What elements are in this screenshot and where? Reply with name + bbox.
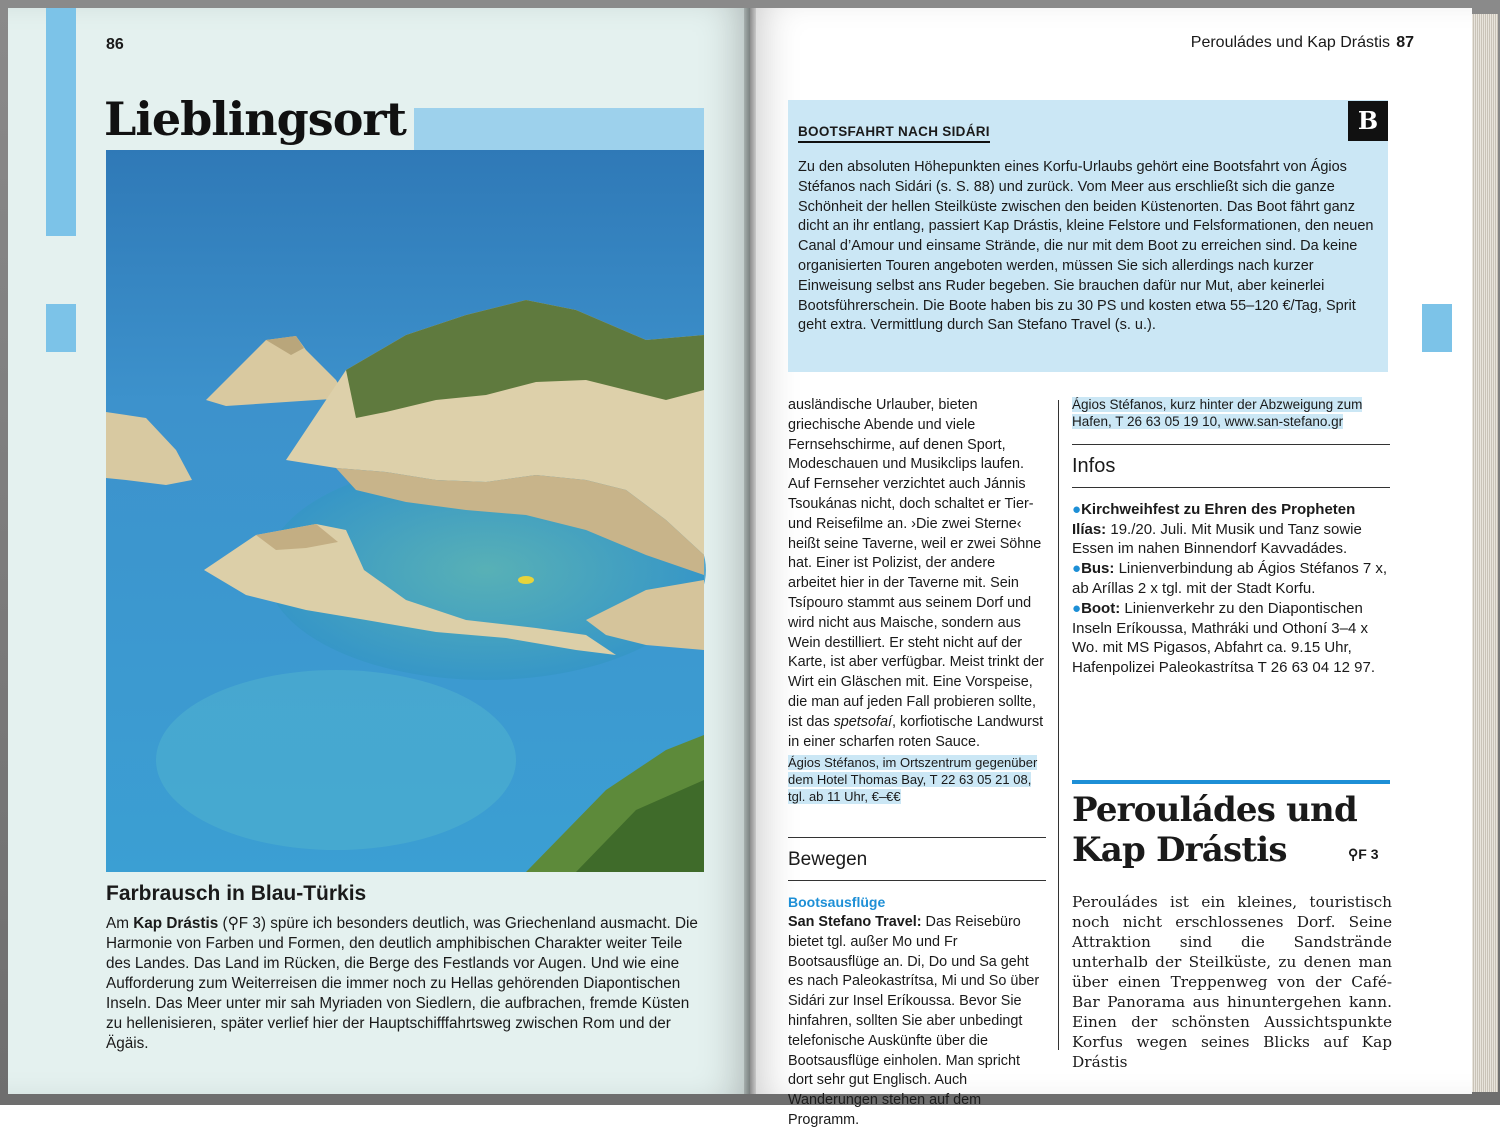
column-right <box>1072 396 1390 678</box>
address-line <box>788 754 1046 805</box>
bullet-icon: ● <box>1072 560 1082 578</box>
caption-heading: Farbrausch in Blau-Türkis <box>106 882 367 905</box>
info-label: Bus: <box>1081 560 1115 578</box>
paragraph <box>788 396 1046 752</box>
info-item <box>1072 599 1390 678</box>
paragraph-text: , korfiotische Landwurst in einer scharfen roten Sauce. <box>788 713 1044 750</box>
map-pin-icon: ⚲ <box>1348 846 1359 862</box>
info-text: 19./20. Juli. Mit Musik und Tanz sowie Essen im nahen Binnendorf Kavvadádes. <box>1072 520 1362 558</box>
italic-term: spetsofaí <box>833 713 892 730</box>
box-letter-badge: B <box>1348 101 1388 141</box>
entry-name: San Stefano Travel: <box>788 913 922 930</box>
thumb-tab-right <box>1422 304 1452 352</box>
body-text: Am <box>106 915 134 932</box>
divider <box>1072 444 1390 445</box>
divider <box>1072 487 1390 488</box>
column-divider <box>1058 400 1059 1050</box>
section-heading-bewegen: Bewegen <box>788 849 868 871</box>
left-page <box>8 8 750 1094</box>
page-title: Lieblingsort <box>104 92 406 146</box>
bullet-icon: ● <box>1072 599 1082 617</box>
divider <box>788 880 1046 881</box>
bullet-icon: ● <box>1072 500 1082 518</box>
box-title: BOOTSFAHRT NACH SIDÁRI <box>798 124 990 143</box>
map-reference: F 3 <box>238 915 261 932</box>
infos-list <box>1072 500 1390 678</box>
section-title: Perouládes und Kap Drástis <box>1072 790 1357 870</box>
sub-heading: Bootsausflüge <box>788 894 886 911</box>
info-label: Kirchweihfest zu Ehren des Propheten Ilías: <box>1072 500 1356 538</box>
book-page-edges <box>1472 14 1498 1092</box>
map-reference-title <box>1348 846 1379 863</box>
map-reference-text: F 3 <box>1358 846 1379 862</box>
title-accent-rule <box>1072 780 1390 784</box>
right-page <box>750 8 1472 1128</box>
page-number-left: 86 <box>106 36 124 53</box>
thumb-tab <box>46 304 76 352</box>
address-text: Ágios Stéfanos, im Ortszentrum gegenüber dem Hotel Thomas Bay, T 22 63 05 21 08, tgl. ab 11 Uhr, €–€€ <box>788 755 1038 805</box>
title-accent-bar <box>414 108 704 150</box>
page-number-right: 87 <box>1396 34 1414 51</box>
divider <box>788 837 1046 838</box>
intro-paragraph: Perouládes ist ein kleines, touristisch noch nicht erschlossenes Dorf. Seine Attraktion sind die Sandstrände unterhalb der Steilküste, zu denen man über einen Treppenweg von der Café-Bar Panorama aus hinuntergehen kann. Einen der schönsten Aussichtspunkte Korfus wegen seines Blicks auf Kap Drástis <box>1072 893 1392 1071</box>
thumb-tab-top <box>46 8 76 236</box>
entry-text: Das Reisebüro bietet tgl. außer Mo und Fr Bootsausflüge an. Di, Do und Sa geht es nach Paleokastrítsa, Mi und So über Sidári zur Insel Eríkoussa. Bevor Sie hinfahren, sollten Sie aber unbedingt telefonische Auskünfte über die Bootsausflüge einholen. Man spricht dort sehr gut Englisch. Auch Wanderungen stehen auf dem Programm. <box>788 913 1040 1128</box>
place-name: Kap Drástis <box>133 915 219 932</box>
info-text: Linienverkehr zu den Diapontischen Inseln Eríkoussa, Mathráki und Othoní 3–4 x Wo. mit MS Pigasos, Abfahrt ca. 9.15 Uhr, Hafenpolizei Paleokastrítsa T 26 63 04 12 97. <box>1072 599 1375 677</box>
body-text: ) spüre ich besonders deutlich, was Griechenland ausmacht. Die Harmonie von Farben und Formen, den deutlich amphibischen Charakter weiter Teile des Landes. Das Land im Rücken, die Berge des Festlands vor Augen. Und wie eine Aufforderung zum Weiterreisen die immer noch zu Hellas gehörenden Diapontischen Inseln. Das Meer unter mir sah Myriaden von Siedlern, die aufbrachen, fremde Küsten zu hellenisieren, später verlief hier der Hauptschifffahrtsweg zwischen Rom und der Ägäis. <box>106 915 698 1052</box>
address-line <box>1072 396 1390 430</box>
info-item <box>1072 559 1390 599</box>
map-pin-icon: ⚲ <box>227 915 239 932</box>
column-left <box>788 396 1046 1131</box>
info-label: Boot: <box>1081 599 1121 617</box>
paragraph-text: ausländische Urlauber, bieten griechische Abende und viele Fernsehschirme, auf denen Sport, Modeschauen und Musikclips laufen. Auf Fernseher verzichtet auch Jánnis Tsoukánas nicht, doch schaltet er Tier- und Reisefilme an. ›Die zwei Sterne‹ heißt seine Taverne, weil er zwei Söhne hat. Einer ist Polizist, der andere arbeitet hier in der Taverne mit. Sein Tsípouro stammt aus seinem Dorf und wird nicht aus Maische, sondern aus Wein destilliert. Er steht nicht auf der Karte, ist aber verfügbar. Meist trinkt der Wirt ein Gläschen mit. Eine Vorspeise, die man auf jeden Fall probieren sollte, ist das <box>788 397 1044 730</box>
entry-paragraph <box>788 913 1046 1131</box>
caption-body <box>106 914 706 1054</box>
info-text: Linienverbindung ab Ágios Stéfanos 7 x, ab Aríllas 2 x tgl. mit der Stadt Korfu. <box>1072 560 1388 597</box>
coast-photo <box>106 150 704 872</box>
running-head: Perouládes und Kap Drástis <box>1190 34 1390 51</box>
address-text: Ágios Stéfanos, kurz hinter der Abzweigung zum Hafen, T 26 63 05 19 10, www.san-stefano.gr <box>1072 397 1363 429</box>
box-text: Zu den absoluten Höhepunkten eines Korfu-Urlaubs gehört eine Bootsfahrt von Ágios Stéfanos nach Sidári (s. S. 88) und zurück. Vom Meer aus erschließt sich die ganze Schönheit der hellen Steilküste zwischen den beiden Küstenorten. Das Boot fährt ganz dicht an ihr entlang, passiert Kap Drástis, kleine Felstore und Felsformationen, den neuen Canal d’Amour und einsame Strände, die nur mit dem Boot zu erreichen sind. Da keine organisierten Touren angeboten werden, müssen Sie sich allerdings nach kurzer Einweisung selbst ans Ruder begeben. Sie brauchen dafür nur Mut, aber keinerlei Bootsführerschein. Die Boote haben bis zu 30 PS und kosten etwa 55–120 €/Tag, Sprit geht extra. Vermittlung durch San Stefano Travel (s. u.). <box>798 159 1374 334</box>
body-text: ( <box>218 915 228 932</box>
section-heading-infos: Infos <box>1072 455 1116 477</box>
book-spine <box>744 8 756 1094</box>
info-item <box>1072 500 1390 559</box>
